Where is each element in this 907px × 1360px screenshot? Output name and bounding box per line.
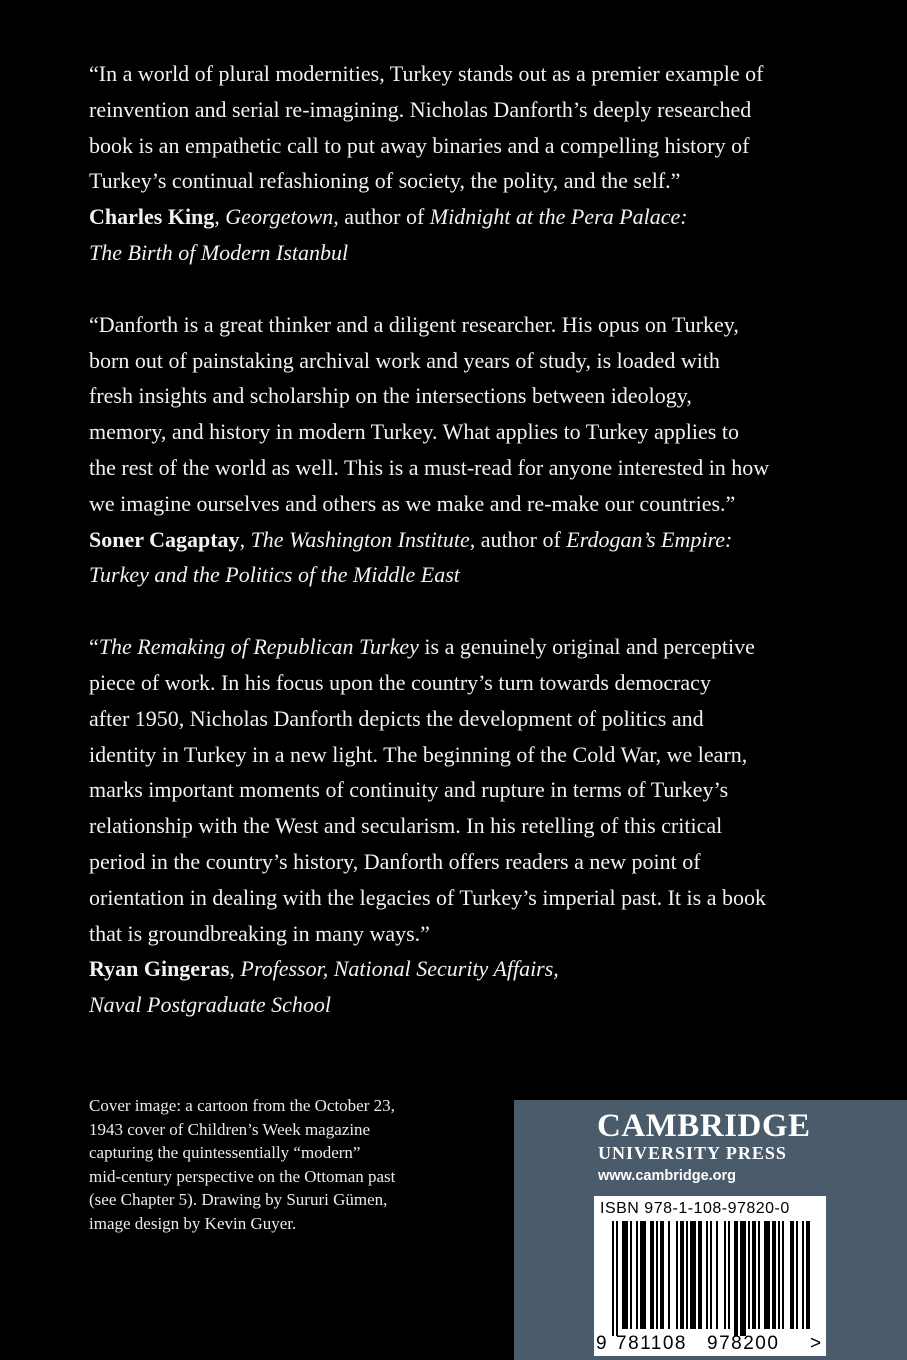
publisher-name: CAMBRIDGE xyxy=(597,1108,811,1144)
barcode-bar xyxy=(748,1221,750,1329)
book-title: Midnight at the Pera Palace: xyxy=(429,204,688,230)
barcode-digit-group1: 781108 xyxy=(616,1333,687,1354)
attribution: Charles King, Georgetown, author of Midnight at the Pera Palace: xyxy=(89,204,688,230)
book-title: Erdogan’s Empire: xyxy=(566,526,733,552)
author-of-label: author of xyxy=(475,526,567,552)
barcode-bar xyxy=(650,1221,654,1329)
quote-text xyxy=(89,629,829,951)
barcode-digit-end: > xyxy=(810,1333,822,1354)
quote-body: is a genuinely original and perceptive piece of work. In his focus upon the country’s turn towards democracy after 1950, Nicholas Danforth depicts the development of politics and identity in Turkey in a new light. The beginning of the Cold War, we learn, marks important moments of continuity and rupture in terms of Turkey’s relationship with the West and secularism. In his retelling of this critical period in the country’s history, Danforth offers readers a new point of orientation in dealing with the legacies of Turkey’s imperial past. It is a book that is groundbreaking in many ways.” xyxy=(89,634,766,946)
barcode-bar xyxy=(706,1221,708,1329)
barcode-bar xyxy=(616,1221,618,1336)
quote-text: “In a world of plural modernities, Turkey stands out as a premier example of reinvention and serial re-imagining. Nicholas Danforth’s deeply researched book is an empathetic call to put away binaries and a compelling history of Turkey’s continual refashioning of society, the polity, and the self.” xyxy=(89,61,764,194)
endorsements xyxy=(89,56,829,1059)
barcode-bar xyxy=(612,1221,614,1336)
attribution: Ryan Gingeras, Professor, National Security Affairs, xyxy=(89,956,559,982)
barcode-bar xyxy=(758,1221,760,1329)
publisher-url: www.cambridge.org xyxy=(598,1168,737,1184)
author-of-label: author of xyxy=(338,204,430,230)
barcode-bar xyxy=(782,1221,784,1329)
barcode-icon xyxy=(594,1221,826,1336)
barcode-bar xyxy=(698,1221,702,1329)
book-title-line2: The Birth of Modern Istanbul xyxy=(89,239,349,265)
barcode-bar xyxy=(728,1221,730,1329)
isbn-label: ISBN 978-1-108-97820-0 xyxy=(600,1200,790,1217)
barcode-bar xyxy=(778,1221,780,1329)
endorser-affiliation-line2: Naval Postgraduate School xyxy=(89,992,331,1018)
barcode-bar xyxy=(676,1221,678,1329)
publisher-panel xyxy=(514,1100,907,1360)
barcode-bar xyxy=(668,1221,670,1329)
barcode-bar xyxy=(640,1221,646,1329)
barcode-digit-first: 9 xyxy=(596,1333,607,1354)
endorser-affiliation: Georgetown, xyxy=(225,204,339,230)
book-title-line2: Turkey and the Politics of the Middle East xyxy=(89,562,460,588)
barcode-bar xyxy=(680,1221,684,1329)
barcode-bar xyxy=(710,1221,712,1329)
barcode-bar xyxy=(764,1221,770,1329)
barcode-bar xyxy=(752,1221,756,1329)
open-quote: “ xyxy=(89,634,99,660)
barcode-bar xyxy=(734,1221,738,1336)
barcode-bar xyxy=(716,1221,718,1329)
barcode-bar xyxy=(656,1221,658,1329)
barcode-bar xyxy=(772,1221,776,1329)
barcode-bar xyxy=(636,1221,638,1329)
attribution: Soner Cagaptay, The Washington Institute, author of Erdogan’s Empire: xyxy=(89,526,733,552)
endorser-affiliation: Professor, National Security Affairs, xyxy=(240,956,559,982)
barcode-digit-group2: 978200 xyxy=(707,1333,780,1354)
endorser-affiliation: The Washington Institute, xyxy=(250,526,476,552)
barcode-bar xyxy=(622,1221,628,1329)
barcode-bar xyxy=(630,1221,632,1329)
endorser-name: Soner Cagaptay xyxy=(89,526,240,552)
endorsement-gingeras xyxy=(89,629,829,1023)
barcode-bar xyxy=(660,1221,664,1329)
endorser-name: Ryan Gingeras xyxy=(89,956,230,982)
barcode-panel xyxy=(594,1196,826,1356)
barcode-bar xyxy=(802,1221,804,1329)
barcode-bar xyxy=(686,1221,688,1329)
barcode-bar xyxy=(790,1221,794,1329)
endorsement-king xyxy=(89,56,829,271)
cover-image-caption: Cover image: a cartoon from the October 23, 1943 cover of Children’s Week magazine capturing the quintessentially “modern” mid-century perspective on the Ottoman past (see Chapter 5). Drawing by Sururi Gümen, image design by Kevin Guyer. xyxy=(89,1096,396,1233)
barcode-bar xyxy=(740,1221,746,1336)
barcode-bar xyxy=(724,1221,726,1329)
publisher-subtitle: UNIVERSITY PRESS xyxy=(598,1143,787,1163)
barcode-bar xyxy=(690,1221,696,1329)
barcode-bar xyxy=(796,1221,798,1329)
quote-text: “Danforth is a great thinker and a diligent researcher. His opus on Turkey, born out of painstaking archival work and years of study, is loaded with fresh insights and scholarship on the intersections between ideology, memory, and history in modern Turkey. What applies to Turkey applies to the rest of the world as well. This is a must-read for anyone interested in how we imagine ourselves and others as we make and re-make our countries.” xyxy=(89,311,770,516)
endorsement-cagaptay xyxy=(89,307,829,593)
barcode-bar xyxy=(806,1221,810,1329)
endorser-name: Charles King xyxy=(89,204,215,230)
book-title-inline: The Remaking of Republican Turkey xyxy=(98,634,419,660)
